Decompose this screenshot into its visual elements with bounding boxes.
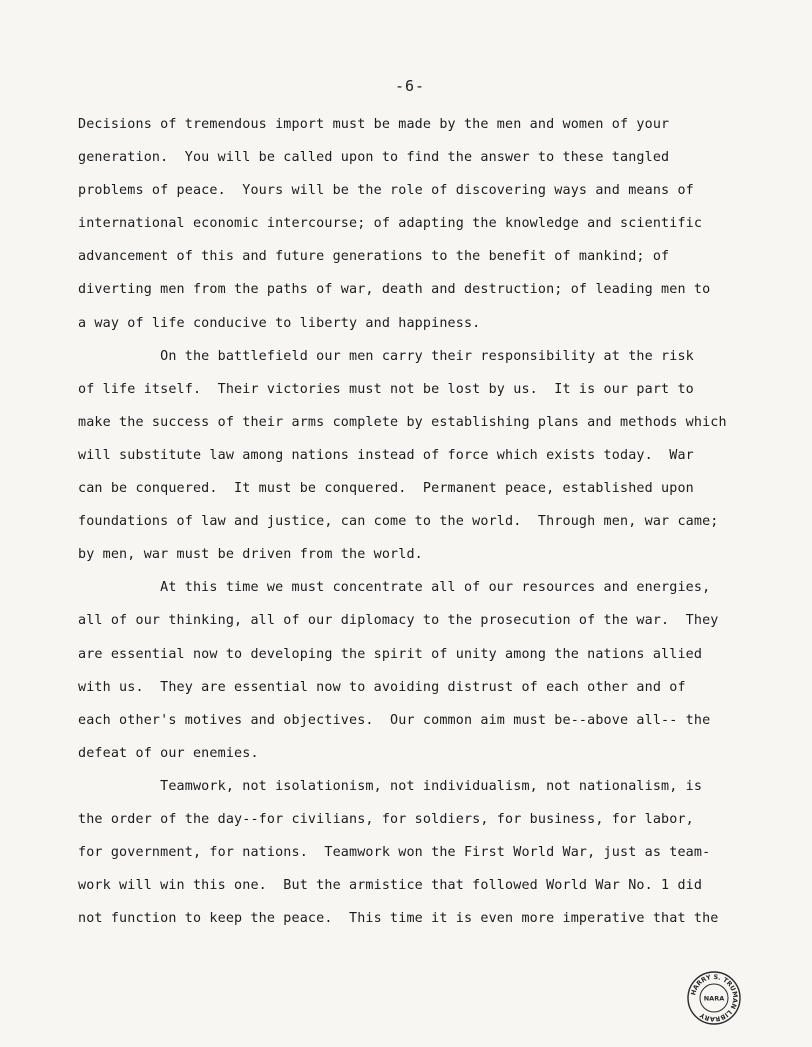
text-line: foundations of law and justice, can come to the world. Through men, war came;: [78, 514, 719, 530]
text-line: advancement of this and future generations to the benefit of mankind; of: [78, 249, 670, 265]
seal-center-text: NARA: [703, 994, 725, 1003]
svg-text:HARRY S. TRUMAN LIBRARY: HARRY S. TRUMAN LIBRARY: [689, 972, 740, 1024]
text-line: with us. They are essential now to avoiding distrust of each other and of: [78, 679, 686, 695]
text-line: all of our thinking, all of our diplomacy to the prosecution of the war. They: [78, 613, 719, 629]
text-line: by men, war must be driven from the world.: [78, 547, 423, 563]
page-number: -6-: [394, 77, 426, 95]
text-line: international economic intercourse; of adapting the knowledge and scientific: [78, 216, 703, 232]
text-line: for government, for nations. Teamwork won the First World War, just as team-: [78, 845, 711, 861]
paragraph: [78, 340, 758, 572]
document-body: [78, 108, 758, 935]
text-line: At this time we must concentrate all of our resources and energies,: [78, 580, 711, 596]
text-line: of life itself. Their victories must not be lost by us. It is our part to: [78, 381, 694, 397]
text-line: generation. You will be called upon to find the answer to these tangled: [78, 150, 670, 166]
paragraph: [78, 571, 758, 770]
text-line: On the battlefield our men carry their responsibility at the risk: [78, 348, 694, 364]
text-line: Decisions of tremendous import must be made by the men and women of your: [78, 117, 670, 132]
paragraph: [78, 108, 758, 340]
text-line: not function to keep the peace. This time it is even more imperative that the: [78, 911, 719, 927]
text-line: problems of peace. Yours will be the role of discovering ways and means of: [78, 183, 694, 199]
text-line: work will win this one. But the armistice that followed World War No. 1 did: [78, 878, 703, 894]
text-line: are essential now to developing the spirit of unity among the nations allied: [78, 646, 703, 662]
library-seal-stamp: [686, 970, 742, 1026]
text-line: make the success of their arms complete by establishing plans and methods which: [78, 414, 727, 430]
text-line: the order of the day--for civilians, for soldiers, for business, for labor,: [78, 811, 694, 827]
text-line: will substitute law among nations instead of force which exists today. War: [78, 447, 694, 463]
text-line: Teamwork, not isolationism, not individualism, not nationalism, is: [78, 778, 703, 794]
text-line: defeat of our enemies.: [78, 745, 259, 761]
text-line: each other's motives and objectives. Our common aim must be--above all-- the: [78, 712, 711, 728]
text-line: diverting men from the paths of war, death and destruction; of leading men to: [78, 282, 711, 298]
text-line: can be conquered. It must be conquered. Permanent peace, established upon: [78, 481, 694, 497]
text-line: a way of life conducive to liberty and happiness.: [78, 315, 481, 331]
paragraph: [78, 770, 758, 935]
